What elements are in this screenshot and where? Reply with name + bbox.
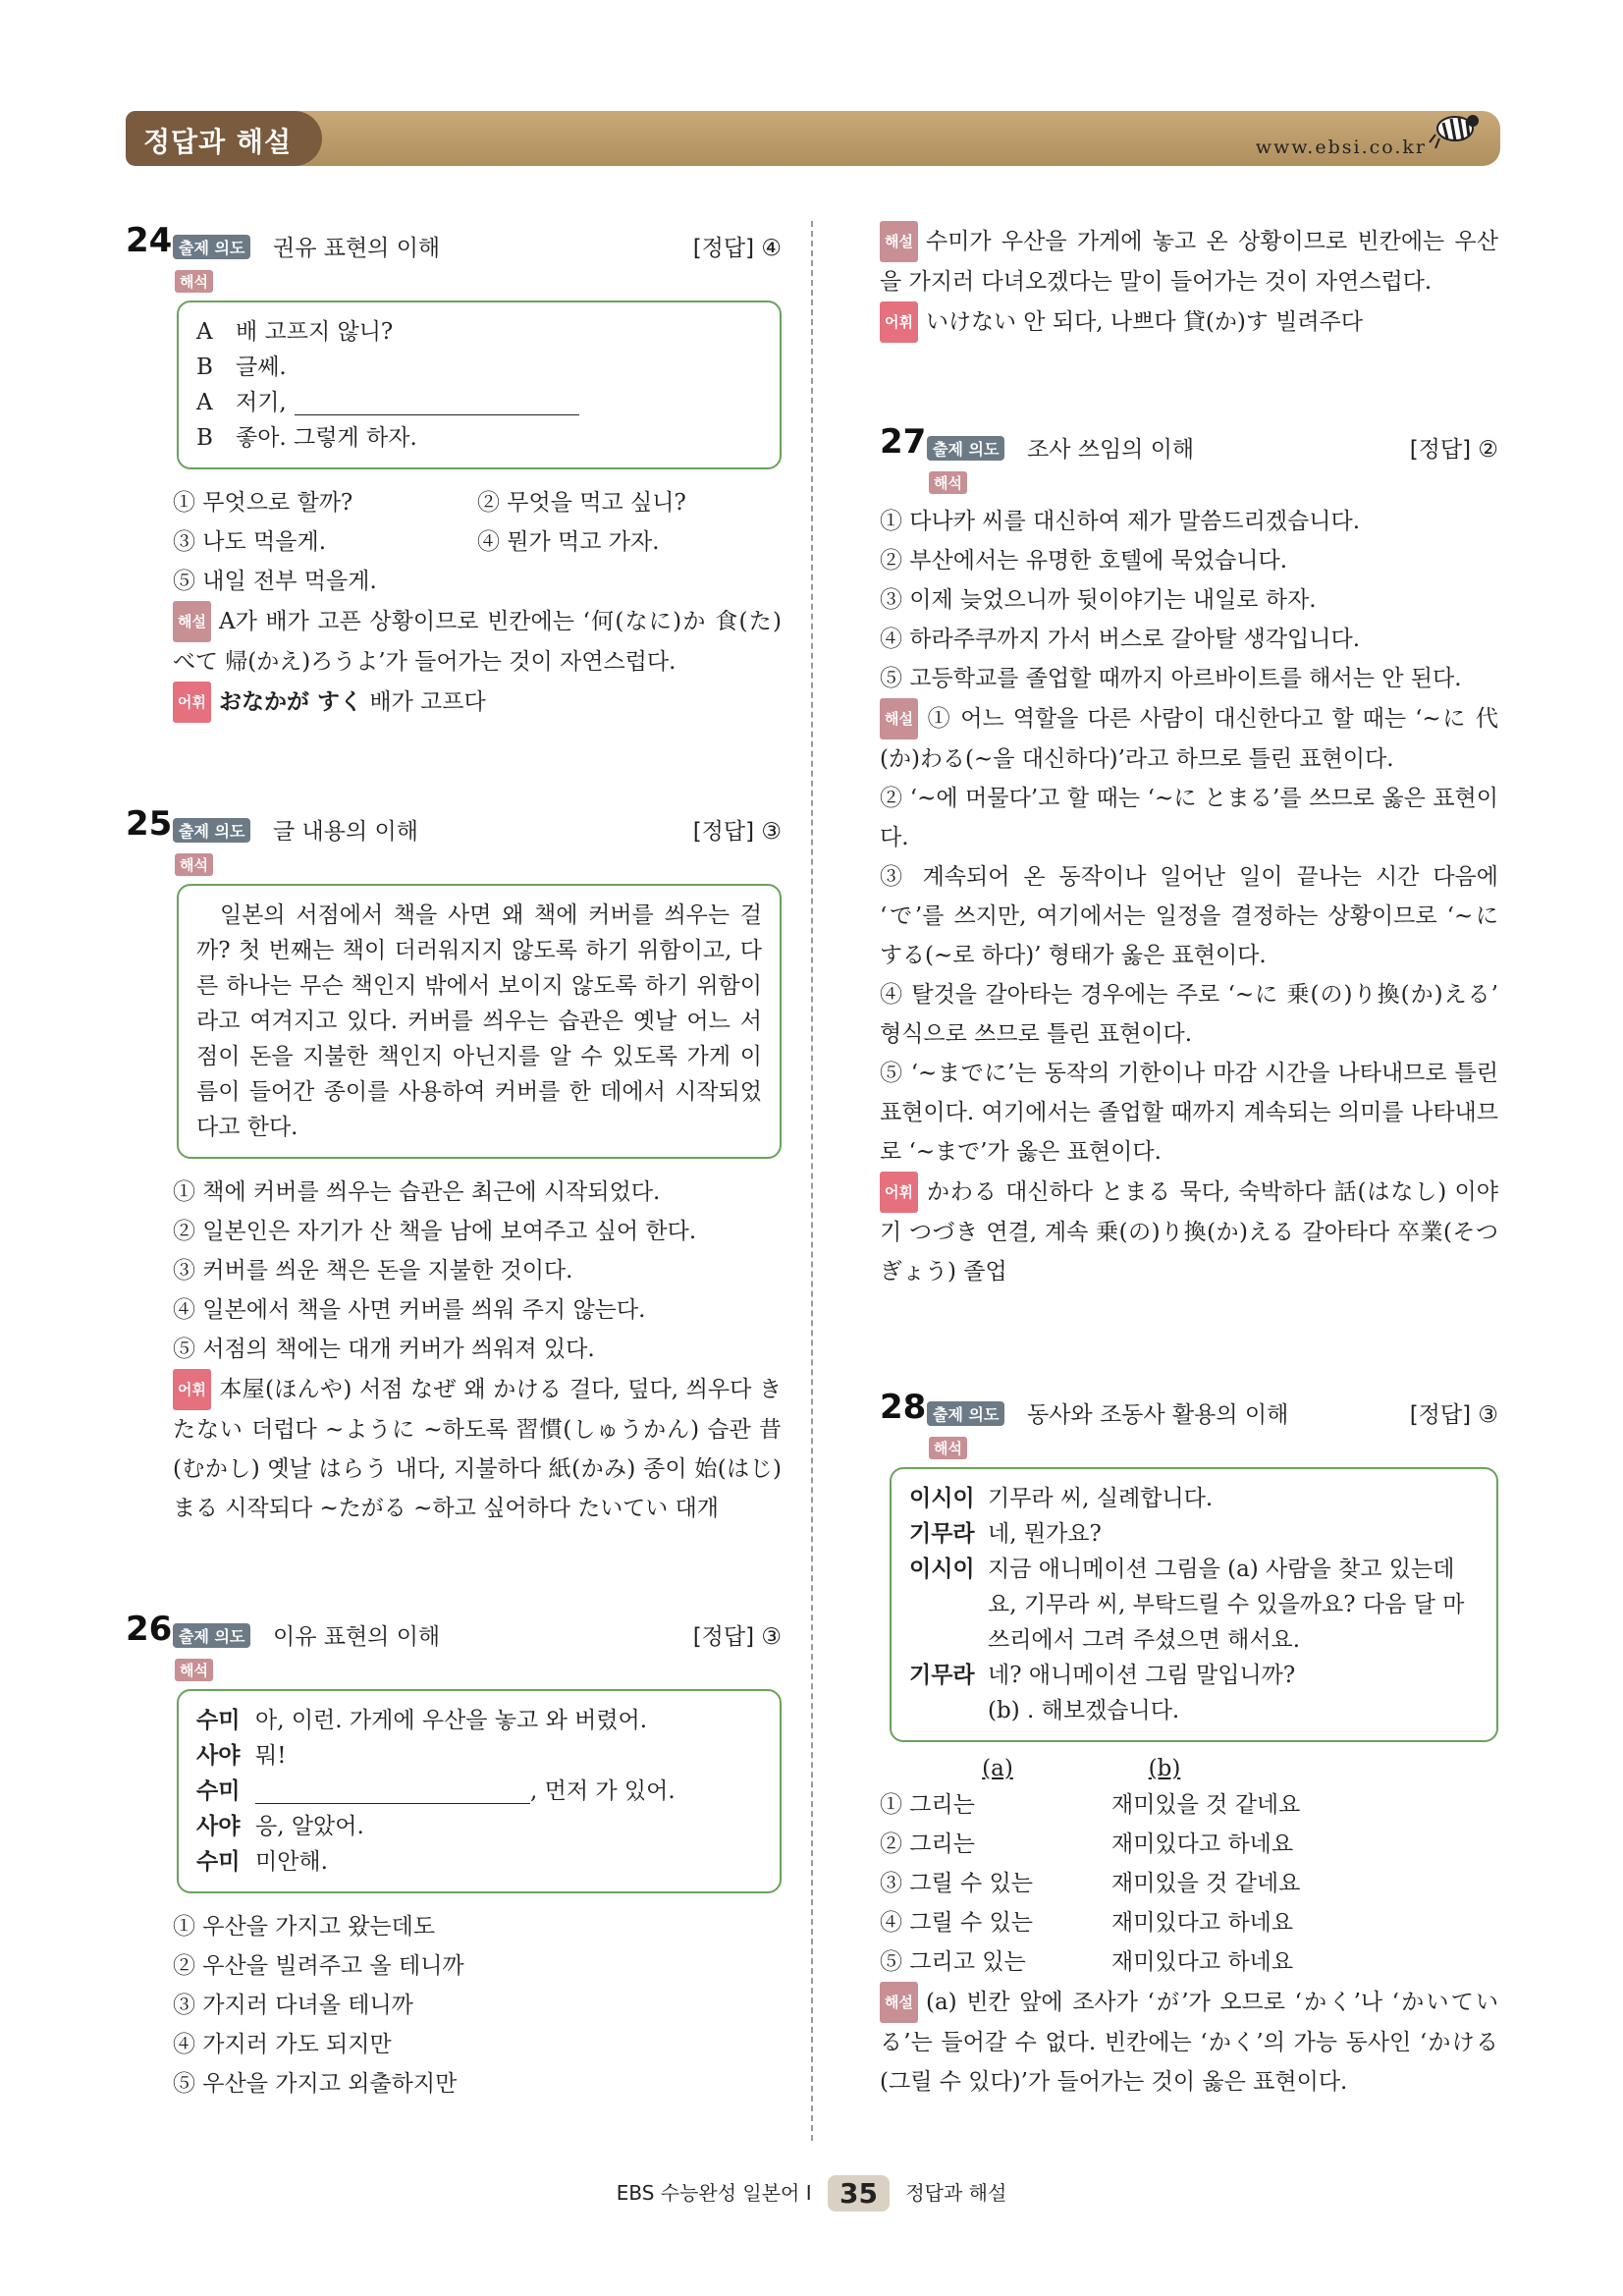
options bbox=[173, 1173, 782, 1369]
vocab-text: いけない 안 되다, 나쁘다 貸(か)す 빌려주다 bbox=[925, 309, 1363, 335]
intent-badge: 출제 의도 bbox=[173, 818, 250, 843]
option: ④ 일본에서 책을 사면 커버를 씌워 주지 않는다. bbox=[173, 1297, 646, 1323]
option: ⑤ 서점의 책에는 대개 커버가 씌워져 있다. bbox=[173, 1337, 595, 1362]
answer-label: [정답] ③ bbox=[1409, 1402, 1498, 1428]
vocab-tag: 어휘 bbox=[880, 301, 918, 343]
speaker: 수미 bbox=[196, 1708, 241, 1733]
commentary-tag: 해설 bbox=[880, 1982, 918, 2023]
speaker: 수미 bbox=[196, 1849, 241, 1875]
option-a: ① 그리는 bbox=[880, 1792, 975, 1818]
commentary-tag: 해설 bbox=[880, 698, 918, 739]
dialog-text: 아, 이런. 가게에 우산을 놓고 와 버렸어. bbox=[255, 1708, 648, 1733]
question-26 bbox=[126, 1610, 782, 2104]
commentary bbox=[880, 221, 1498, 301]
commentary-text: 수미가 우산을 가게에 놓고 온 상황이므로 빈칸에는 우산을 가지러 다녀오겠다는 말이 들어가는 것이 자연스럽다. bbox=[880, 229, 1498, 295]
question-27 bbox=[880, 422, 1498, 1291]
dialog-box bbox=[177, 1689, 782, 1893]
page-header bbox=[126, 111, 1500, 166]
question-26-commentary bbox=[880, 221, 1498, 343]
commentary-text: ① 어느 역할을 다른 사람이 대신한다고 할 때는 ‘~に 代(か)わる(~을 대신하다)’라고 하므로 틀린 표현이다. bbox=[880, 706, 1498, 772]
commentary bbox=[173, 601, 782, 682]
question-title: 조사 쓰임의 이해 bbox=[1027, 437, 1195, 463]
question-24 bbox=[126, 221, 782, 723]
dialog-text: (b) . 해보겠습니다. bbox=[988, 1698, 1180, 1723]
vocab-tag: 어휘 bbox=[173, 1369, 211, 1410]
option: ③ 가지러 다녀올 테니까 bbox=[173, 1993, 413, 2018]
dialog-text: 지금 애니메이션 그림을 (a) 사람을 찾고 있는데요, 기무라 씨, 부탁드릴 수 있을까요? 다음 달 마쓰리에서 그려 주셨으면 해서요. bbox=[988, 1557, 1465, 1653]
option-a: ③ 그릴 수 있는 bbox=[880, 1871, 1034, 1896]
options bbox=[173, 483, 782, 601]
passage-text: 일본의 서점에서 책을 사면 왜 책에 커버를 씌우는 걸까? 첫 번째는 책이 더러워지지 않도록 하기 위함이고, 다른 하나는 무슨 책인지 밖에서 보이지 않도록 하기 위함이라고 여겨지고 있다. 커버를 씌우는 습관은 옛날 어느 서점이 돈을 지불한 책인지 아닌지를 알 수 있도록 가게 이름이 들어간 종이를 사용하여 커버를 한 데에서 시작되었다고 한다. bbox=[196, 902, 762, 1140]
vocab-tag: 어휘 bbox=[173, 682, 211, 723]
question-number: 28 bbox=[880, 1388, 927, 1427]
option-b: 재미있다고 하네요 bbox=[1111, 1910, 1294, 1936]
vocab-meaning: 배가 고프다 bbox=[369, 689, 486, 715]
question-number: 26 bbox=[126, 1610, 173, 1649]
question-25 bbox=[126, 804, 782, 1528]
page-number: 35 bbox=[828, 2175, 890, 2212]
dialog-text: 뭐! bbox=[255, 1743, 287, 1769]
speaker: 이시이 bbox=[909, 1557, 975, 1582]
option: ② 일본인은 자기가 산 책을 남에 보여주고 싶어 한다. bbox=[173, 1219, 697, 1244]
answer-label: [정답] ③ bbox=[692, 1624, 782, 1650]
dialog-text: , 먼저 가 있어. bbox=[530, 1778, 676, 1804]
speaker: 기무라 bbox=[909, 1663, 975, 1688]
answer-label: [정답] ② bbox=[1409, 437, 1498, 463]
question-number: 25 bbox=[126, 804, 173, 844]
vocab-text: かわる 대신하다 とまる 묵다, 숙박하다 話(はなし) 이야기 つづき 연결, 계속 乗(の)り換(か)える 갈아타다 卒業(そつぎょう) 졸업 bbox=[880, 1179, 1498, 1285]
explain-tag: 해석 bbox=[175, 853, 213, 876]
vocab-word: おなかが すく bbox=[218, 689, 362, 715]
dialog-text: 네, 뭔가요? bbox=[988, 1521, 1102, 1547]
commentary-tag: 해설 bbox=[173, 601, 211, 642]
option-a: ② 그리는 bbox=[880, 1831, 975, 1857]
speaker bbox=[909, 1693, 988, 1728]
explain-tag: 해석 bbox=[929, 471, 967, 494]
commentary-text: ⑤ ‘~までに’는 동작의 기한이나 마감 시간을 나타내므로 틀린 표현이다. 여기에서는 졸업할 때까지 계속되는 의미를 나타내므로 ‘~まで’가 옳은 표현이다. bbox=[880, 1061, 1498, 1165]
question-28 bbox=[880, 1388, 1498, 2102]
speaker: A bbox=[196, 319, 213, 345]
dialog-text: 배 고프지 않니? bbox=[236, 319, 394, 345]
option-a: ⑤ 그리고 있는 bbox=[880, 1949, 1026, 1975]
question-title: 이유 표현의 이해 bbox=[273, 1624, 441, 1650]
speaker: B bbox=[196, 355, 213, 380]
speaker: A bbox=[196, 390, 213, 415]
option: ⑤ 내일 전부 먹을게. bbox=[173, 569, 377, 594]
options bbox=[880, 1785, 1498, 1982]
option: ① 책에 커버를 씌우는 습관은 최근에 시작되었다. bbox=[173, 1179, 661, 1205]
option-b: 재미있을 것 같네요 bbox=[1111, 1871, 1301, 1896]
dialog-text: 글쎄. bbox=[236, 355, 287, 380]
answer-blank bbox=[255, 1774, 530, 1804]
dialog-text: 네? 애니메이션 그림 말입니까? bbox=[988, 1663, 1296, 1688]
speaker: 수미 bbox=[196, 1778, 241, 1804]
speaker: B bbox=[196, 425, 213, 451]
speaker: 사야 bbox=[196, 1814, 241, 1839]
passage-box bbox=[177, 884, 782, 1159]
header-title: 정답과 해설 bbox=[143, 126, 292, 158]
page-footer bbox=[0, 2175, 1623, 2212]
question-title: 동사와 조동사 활용의 이해 bbox=[1027, 1402, 1289, 1428]
speaker: 기무라 bbox=[909, 1521, 975, 1547]
intent-badge: 출제 의도 bbox=[927, 436, 1004, 461]
option-column-headers bbox=[880, 1756, 1498, 1781]
intent-badge: 출제 의도 bbox=[173, 235, 250, 259]
dialog-box bbox=[890, 1467, 1498, 1742]
dialog-text: 기무라 씨, 실례합니다. bbox=[988, 1486, 1214, 1511]
intent-badge: 출제 의도 bbox=[173, 1623, 250, 1648]
option-a: ④ 그릴 수 있는 bbox=[880, 1910, 1034, 1936]
option: ③ 커버를 씌운 책은 돈을 지불한 것이다. bbox=[173, 1258, 573, 1284]
commentary-text: ④ 탈것을 갈아타는 경우에는 주로 ‘~に 乗(の)り換(か)える’ 형식으로 쓰므로 틀린 표현이다. bbox=[880, 982, 1498, 1047]
option: ③ 이제 늦었으니까 뒷이야기는 내일로 하자. bbox=[880, 587, 1317, 613]
dialog-text: 저기, bbox=[236, 390, 287, 415]
option-b: 재미있다고 하네요 bbox=[1111, 1949, 1294, 1975]
dialog-text: 미안해. bbox=[255, 1849, 328, 1875]
column-a-header: (a) bbox=[982, 1756, 1013, 1781]
option-b: 재미있을 것 같네요 bbox=[1111, 1792, 1301, 1818]
option: ⑤ 고등학교를 졸업할 때까지 아르바이트를 해서는 안 된다. bbox=[880, 666, 1462, 691]
option: ④ 뭔가 먹고 가자. bbox=[477, 529, 660, 555]
options bbox=[880, 502, 1498, 698]
vocab-text: 本屋(ほんや) 서점 なぜ 왜 かける 걸다, 덮다, 씌우다 きたない 더럽다 ~ように ~하도록 習慣(しゅうかん) 습관 昔(むかし) 옛날 はらう 내다, 지불하다 紙(かみ) 종이 始(はじ)まる 시작되다 ~たがる ~하고 싶어하다 たいてい 대개 bbox=[173, 1377, 782, 1521]
dialog-box bbox=[177, 301, 782, 469]
question-title: 글 내용의 이해 bbox=[273, 819, 418, 845]
dialog-text: 좋아. 그렇게 하자. bbox=[236, 425, 417, 451]
option: ④ 하라주쿠까지 가서 버스로 갈아탈 생각입니다. bbox=[880, 627, 1361, 652]
commentary bbox=[880, 1982, 1498, 2102]
option: ② 부산에서는 유명한 호텔에 묵었습니다. bbox=[880, 548, 1288, 574]
option: ① 다나카 씨를 대신하여 제가 말씀드리겠습니다. bbox=[880, 509, 1361, 534]
speaker: 사야 bbox=[196, 1743, 241, 1769]
intent-badge: 출제 의도 bbox=[927, 1401, 1004, 1426]
options bbox=[173, 1907, 782, 2104]
answer-label: [정답] ④ bbox=[692, 236, 782, 261]
question-title: 권유 표현의 이해 bbox=[273, 236, 441, 261]
explain-tag: 해석 bbox=[175, 270, 213, 293]
vocab bbox=[880, 1172, 1498, 1291]
commentary-text: ③ 계속되어 온 동작이나 일어난 일이 끝나는 시간 다음에 ‘で’를 쓰지만, 여기에서는 일정을 결정하는 상황이므로 ‘~に する(~로 하다)’ 형태가 옳은 표현이다. bbox=[880, 864, 1498, 968]
option: ② 우산을 빌려주고 올 테니까 bbox=[173, 1953, 464, 1979]
column-b-header: (b) bbox=[1148, 1756, 1181, 1781]
commentary-text: ② ‘~에 머물다’고 할 때는 ‘~に とまる’를 쓰므로 옳은 표현이다. bbox=[880, 786, 1498, 850]
question-number: 24 bbox=[126, 221, 173, 260]
option: ③ 나도 먹을게. bbox=[173, 529, 327, 555]
explain-tag: 해석 bbox=[929, 1437, 967, 1459]
option: ④ 가지러 가도 되지만 bbox=[173, 2032, 392, 2057]
option: ⑤ 우산을 가지고 외출하지만 bbox=[173, 2071, 458, 2097]
question-number: 27 bbox=[880, 422, 927, 462]
vocab bbox=[173, 1369, 782, 1528]
answer-label: [정답] ③ bbox=[692, 819, 782, 845]
option: ② 무엇을 먹고 싶니? bbox=[477, 490, 686, 516]
footer-book-title: EBS 수능완성 일본어 I bbox=[616, 2181, 812, 2205]
option: ① 우산을 가지고 왔는데도 bbox=[173, 1914, 436, 1940]
commentary-text: A가 배가 고픈 상황이므로 빈칸에는 ‘何(なに)か 食(た)べて 帰(かえ)ろうよ’가 들어가는 것이 자연스럽다. bbox=[173, 609, 782, 675]
footer-section: 정답과 해설 bbox=[905, 2181, 1007, 2205]
column-divider bbox=[811, 221, 813, 2141]
answer-blank bbox=[295, 385, 579, 415]
commentary bbox=[880, 698, 1498, 1172]
dialog-text: 응, 알았어. bbox=[255, 1814, 364, 1839]
option: ① 무엇으로 할까? bbox=[173, 490, 353, 516]
vocab bbox=[880, 301, 1498, 343]
explain-tag: 해석 bbox=[175, 1659, 213, 1681]
option-b: 재미있다고 하네요 bbox=[1111, 1831, 1294, 1857]
bee-logo-icon bbox=[1428, 99, 1483, 154]
vocab bbox=[173, 682, 782, 723]
header-url: www.ebsi.co.kr bbox=[1255, 137, 1427, 158]
commentary-text: (a) 빈칸 앞에 조사가 ‘が’가 오므로 ‘かく’나 ‘かいている’는 들어갈 수 없다. 빈칸에는 ‘かく’의 가능 동사인 ‘かける(그릴 수 있다)’가 들어가는 것이 옳은 표현이다. bbox=[880, 1990, 1498, 2095]
vocab-tag: 어휘 bbox=[880, 1172, 918, 1213]
speaker: 이시이 bbox=[909, 1486, 975, 1511]
commentary-tag: 해설 bbox=[880, 221, 918, 262]
